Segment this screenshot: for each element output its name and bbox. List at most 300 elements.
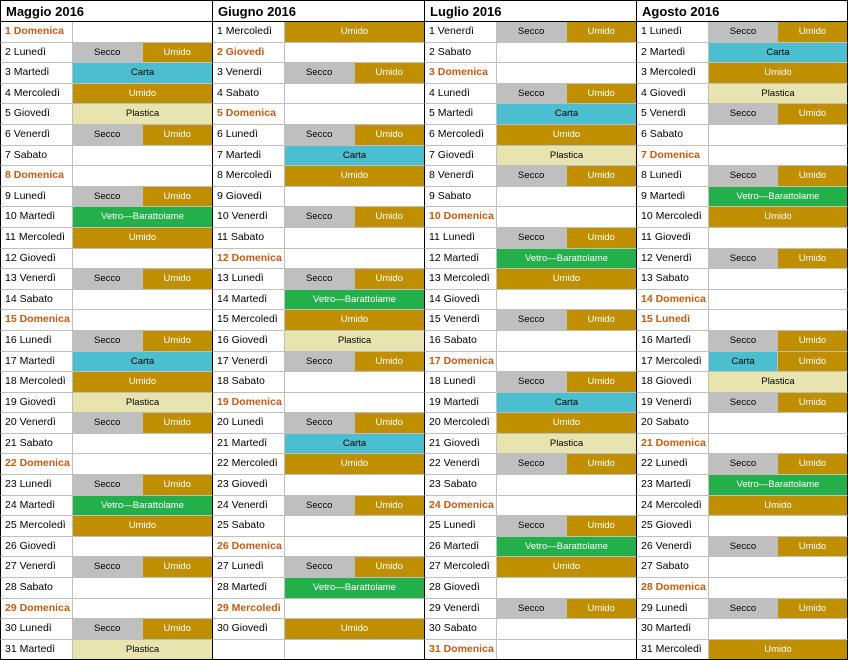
day-row bbox=[212, 43, 424, 64]
collection-cell-secco: Secco bbox=[709, 599, 778, 619]
collection-cells bbox=[497, 63, 636, 83]
day-label: 16 Sabato bbox=[425, 331, 497, 351]
day-label: 12 Venerdì bbox=[637, 249, 709, 269]
day-row bbox=[636, 372, 848, 393]
day-label: 11 Lunedì bbox=[425, 228, 497, 248]
day-label: 19 Giovedì bbox=[1, 393, 73, 413]
collection-cells bbox=[285, 516, 424, 536]
day-row bbox=[424, 413, 636, 434]
collection-cell-empty bbox=[497, 352, 636, 372]
collection-cells bbox=[73, 619, 212, 639]
day-label: 7 Giovedì bbox=[425, 146, 497, 166]
collection-cell-plastica: Plastica bbox=[73, 640, 212, 660]
collection-cells bbox=[497, 434, 636, 454]
day-label: 25 Mercoledì bbox=[1, 516, 73, 536]
day-label: 29 Lunedì bbox=[637, 599, 709, 619]
day-row bbox=[424, 331, 636, 352]
collection-cell-vetro: Vetro—Barattolame bbox=[285, 290, 424, 310]
day-label: 4 Mercoledì bbox=[1, 84, 73, 104]
collection-cell-umido: Umido bbox=[73, 372, 212, 392]
collection-cells bbox=[497, 599, 636, 619]
collection-cells bbox=[497, 22, 636, 42]
collection-cell-umido: Umido bbox=[73, 516, 212, 536]
collection-cell-secco: Secco bbox=[709, 104, 778, 124]
day-label: 2 Sabato bbox=[425, 43, 497, 63]
day-row bbox=[212, 619, 424, 640]
day-row bbox=[0, 310, 212, 331]
collection-cell-umido: Umido bbox=[778, 104, 847, 124]
collection-cell-empty bbox=[285, 516, 424, 536]
day-row bbox=[424, 557, 636, 578]
collection-cell-umido: Umido bbox=[355, 269, 425, 289]
day-row bbox=[636, 619, 848, 640]
day-label: 8 Mercoledì bbox=[213, 166, 285, 186]
collection-cell-empty bbox=[73, 599, 212, 619]
collection-cells bbox=[497, 352, 636, 372]
collection-cell-secco: Secco bbox=[709, 166, 778, 186]
collection-cell-umido: Umido bbox=[143, 413, 213, 433]
day-label: 25 Sabato bbox=[213, 516, 285, 536]
collection-cell-plastica: Plastica bbox=[73, 393, 212, 413]
collection-cell-plastica: Plastica bbox=[709, 84, 847, 104]
day-label: 16 Lunedì bbox=[1, 331, 73, 351]
day-row bbox=[0, 372, 212, 393]
day-row bbox=[424, 619, 636, 640]
collection-cells bbox=[497, 310, 636, 330]
collection-cell-umido: Umido bbox=[778, 331, 847, 351]
day-row bbox=[424, 372, 636, 393]
day-label: 9 Sabato bbox=[425, 187, 497, 207]
collection-cell-secco: Secco bbox=[497, 84, 567, 104]
collection-cell-vetro: Vetro—Barattolame bbox=[73, 496, 212, 516]
day-label: 25 Giovedì bbox=[637, 516, 709, 536]
day-label: 20 Venerdì bbox=[1, 413, 73, 433]
collection-cells bbox=[497, 43, 636, 63]
day-row bbox=[636, 557, 848, 578]
day-label: 20 Lunedì bbox=[213, 413, 285, 433]
day-label: 3 Domenica bbox=[425, 63, 497, 83]
collection-cell-empty bbox=[285, 393, 424, 413]
collection-cell-secco: Secco bbox=[285, 352, 355, 372]
collection-cells bbox=[497, 166, 636, 186]
collection-cell-umido: Umido bbox=[73, 84, 212, 104]
day-row bbox=[424, 63, 636, 84]
day-label: 20 Sabato bbox=[637, 413, 709, 433]
day-row bbox=[636, 516, 848, 537]
day-label: 26 Giovedì bbox=[1, 537, 73, 557]
day-row bbox=[212, 166, 424, 187]
collection-cells bbox=[285, 640, 424, 660]
day-row bbox=[212, 372, 424, 393]
day-label: 29 Venerdì bbox=[425, 599, 497, 619]
day-label: 15 Venerdì bbox=[425, 310, 497, 330]
day-label: 5 Domenica bbox=[213, 104, 285, 124]
collection-cells bbox=[709, 310, 847, 330]
day-label: 1 Venerdì bbox=[425, 22, 497, 42]
collection-cells bbox=[497, 413, 636, 433]
collection-cells bbox=[73, 63, 212, 83]
collection-cells bbox=[285, 249, 424, 269]
day-row bbox=[424, 393, 636, 414]
collection-cells bbox=[73, 331, 212, 351]
collection-cell-umido: Umido bbox=[355, 352, 425, 372]
day-label: 11 Mercoledì bbox=[1, 228, 73, 248]
collection-cells bbox=[497, 187, 636, 207]
day-row bbox=[0, 146, 212, 167]
collection-cell-secco: Secco bbox=[285, 269, 355, 289]
collection-cell-umido: Umido bbox=[73, 228, 212, 248]
collection-cell-umido: Umido bbox=[778, 599, 847, 619]
day-row bbox=[636, 125, 848, 146]
day-row bbox=[0, 104, 212, 125]
day-label: 4 Sabato bbox=[213, 84, 285, 104]
collection-cells bbox=[73, 599, 212, 619]
day-label: 2 Martedì bbox=[637, 43, 709, 63]
day-label: 17 Mercoledì bbox=[637, 352, 709, 372]
day-row bbox=[0, 537, 212, 558]
collection-cell-empty bbox=[497, 207, 636, 227]
day-label: 28 Domenica bbox=[637, 578, 709, 598]
day-label: 29 Mercoledì bbox=[213, 599, 285, 619]
collection-cell-umido: Umido bbox=[567, 22, 637, 42]
day-label: 22 Lunedì bbox=[637, 454, 709, 474]
collection-cell-empty bbox=[285, 84, 424, 104]
collection-cell-vetro: Vetro—Barattolame bbox=[497, 249, 636, 269]
collection-cells bbox=[285, 22, 424, 42]
collection-cells bbox=[285, 578, 424, 598]
collection-cell-carta: Carta bbox=[497, 104, 636, 124]
collection-cell-umido: Umido bbox=[355, 63, 425, 83]
collection-cells bbox=[497, 496, 636, 516]
day-row bbox=[0, 352, 212, 373]
day-row bbox=[0, 454, 212, 475]
day-label: 17 Domenica bbox=[425, 352, 497, 372]
collection-cells bbox=[709, 187, 847, 207]
collection-cell-secco: Secco bbox=[285, 496, 355, 516]
collection-cells bbox=[73, 454, 212, 474]
day-row bbox=[212, 228, 424, 249]
collection-cell-umido: Umido bbox=[355, 207, 425, 227]
collection-cell-plastica: Plastica bbox=[497, 434, 636, 454]
collection-cells bbox=[709, 352, 847, 372]
day-row bbox=[212, 434, 424, 455]
collection-cells bbox=[285, 125, 424, 145]
collection-cells bbox=[285, 372, 424, 392]
collection-cells bbox=[709, 599, 847, 619]
collection-cell-secco: Secco bbox=[497, 372, 567, 392]
collection-cells bbox=[497, 578, 636, 598]
month-column bbox=[0, 0, 212, 660]
day-row bbox=[0, 434, 212, 455]
collection-cells bbox=[497, 640, 636, 660]
collection-cell-empty bbox=[709, 434, 847, 454]
collection-cell-secco: Secco bbox=[73, 331, 143, 351]
day-label: 6 Lunedì bbox=[213, 125, 285, 145]
collection-cells bbox=[497, 269, 636, 289]
collection-cells bbox=[285, 187, 424, 207]
day-row bbox=[636, 22, 848, 43]
day-label: 16 Martedì bbox=[637, 331, 709, 351]
day-row bbox=[0, 578, 212, 599]
collection-cell-plastica: Plastica bbox=[497, 146, 636, 166]
collection-cell-empty bbox=[73, 310, 212, 330]
collection-cells bbox=[497, 146, 636, 166]
month-title: Luglio 2016 bbox=[424, 0, 636, 22]
collection-cells bbox=[73, 84, 212, 104]
day-label: 21 Sabato bbox=[1, 434, 73, 454]
collection-cells bbox=[709, 516, 847, 536]
collection-cells bbox=[73, 516, 212, 536]
day-row bbox=[636, 578, 848, 599]
collection-cell-empty bbox=[285, 599, 424, 619]
collection-cells bbox=[285, 537, 424, 557]
day-label: 21 Giovedì bbox=[425, 434, 497, 454]
day-row bbox=[424, 516, 636, 537]
collection-cell-vetro: Vetro—Barattolame bbox=[497, 537, 636, 557]
collection-cell-empty bbox=[709, 310, 847, 330]
collection-cell-vetro: Vetro—Barattolame bbox=[73, 207, 212, 227]
day-row bbox=[212, 331, 424, 352]
day-row bbox=[636, 599, 848, 620]
day-row bbox=[212, 125, 424, 146]
collection-cell-secco: Secco bbox=[73, 413, 143, 433]
month-title: Giugno 2016 bbox=[212, 0, 424, 22]
day-row bbox=[636, 310, 848, 331]
collection-cells bbox=[497, 393, 636, 413]
collection-cell-empty bbox=[73, 454, 212, 474]
day-row bbox=[212, 413, 424, 434]
collection-cells bbox=[285, 434, 424, 454]
collection-cell-empty bbox=[709, 516, 847, 536]
collection-cells bbox=[709, 146, 847, 166]
day-label: 15 Mercoledì bbox=[213, 310, 285, 330]
collection-cell-umido: Umido bbox=[143, 475, 213, 495]
day-row bbox=[424, 310, 636, 331]
day-label: 19 Martedì bbox=[425, 393, 497, 413]
day-label: 31 Mercoledì bbox=[637, 640, 709, 660]
day-label: 13 Mercoledì bbox=[425, 269, 497, 289]
collection-cell-empty bbox=[497, 187, 636, 207]
collection-cell-vetro: Vetro—Barattolame bbox=[709, 187, 847, 207]
day-label: 14 Sabato bbox=[1, 290, 73, 310]
day-label: 17 Venerdì bbox=[213, 352, 285, 372]
collection-cell-umido: Umido bbox=[778, 454, 847, 474]
day-row bbox=[212, 557, 424, 578]
day-row bbox=[636, 413, 848, 434]
day-label: 10 Martedì bbox=[1, 207, 73, 227]
day-label: 10 Mercoledì bbox=[637, 207, 709, 227]
day-row bbox=[424, 352, 636, 373]
day-label: 24 Mercoledì bbox=[637, 496, 709, 516]
collection-cell-secco: Secco bbox=[709, 393, 778, 413]
day-row bbox=[636, 393, 848, 414]
day-label: 11 Sabato bbox=[213, 228, 285, 248]
collection-cell-carta: Carta bbox=[709, 43, 847, 63]
collection-cells bbox=[285, 475, 424, 495]
day-row bbox=[424, 578, 636, 599]
collection-cell-empty bbox=[497, 290, 636, 310]
day-row bbox=[212, 516, 424, 537]
collection-cells bbox=[497, 475, 636, 495]
day-label: 16 Giovedì bbox=[213, 331, 285, 351]
day-label: 18 Giovedì bbox=[637, 372, 709, 392]
collection-cells bbox=[73, 372, 212, 392]
day-row bbox=[212, 84, 424, 105]
collection-cell-secco: Secco bbox=[73, 475, 143, 495]
day-row bbox=[424, 84, 636, 105]
day-label: 22 Domenica bbox=[1, 454, 73, 474]
day-row bbox=[0, 516, 212, 537]
collection-cells bbox=[497, 207, 636, 227]
day-label: 12 Domenica bbox=[213, 249, 285, 269]
collection-cell-umido: Umido bbox=[355, 413, 425, 433]
day-label: 7 Martedì bbox=[213, 146, 285, 166]
day-row bbox=[0, 228, 212, 249]
collection-cell-secco: Secco bbox=[73, 619, 143, 639]
day-row bbox=[0, 331, 212, 352]
collection-cell-empty bbox=[709, 269, 847, 289]
day-row bbox=[424, 249, 636, 270]
collection-cells bbox=[73, 413, 212, 433]
collection-cells bbox=[497, 454, 636, 474]
collection-cell-umido: Umido bbox=[143, 43, 213, 63]
collection-cell-secco: Secco bbox=[285, 125, 355, 145]
collection-cell-umido: Umido bbox=[143, 619, 213, 639]
collection-cell-vetro: Vetro—Barattolame bbox=[709, 475, 847, 495]
day-label: 31 Martedì bbox=[1, 640, 73, 660]
collection-cells bbox=[497, 249, 636, 269]
collection-cell-empty bbox=[285, 475, 424, 495]
collection-cells bbox=[709, 104, 847, 124]
collection-cell-secco: Secco bbox=[285, 207, 355, 227]
collection-cell-empty bbox=[497, 43, 636, 63]
day-label: 13 Sabato bbox=[637, 269, 709, 289]
collection-cells bbox=[285, 207, 424, 227]
collection-cell-secco: Secco bbox=[709, 454, 778, 474]
collection-cell-umido: Umido bbox=[567, 372, 637, 392]
day-label: 26 Martedì bbox=[425, 537, 497, 557]
collection-cells bbox=[73, 125, 212, 145]
collection-cell-empty bbox=[285, 537, 424, 557]
day-label: 18 Sabato bbox=[213, 372, 285, 392]
collection-cells bbox=[285, 269, 424, 289]
collection-cell-plastica: Plastica bbox=[285, 331, 424, 351]
collection-cells bbox=[73, 187, 212, 207]
day-row bbox=[212, 310, 424, 331]
collection-cell-empty bbox=[285, 372, 424, 392]
collection-cell-secco: Secco bbox=[285, 557, 355, 577]
collection-cell-secco: Secco bbox=[497, 599, 567, 619]
day-label: 9 Lunedì bbox=[1, 187, 73, 207]
day-row bbox=[636, 269, 848, 290]
collection-cell-empty bbox=[709, 290, 847, 310]
collection-cells bbox=[285, 63, 424, 83]
day-row bbox=[212, 22, 424, 43]
collection-cell-secco: Secco bbox=[285, 63, 355, 83]
collection-cells bbox=[73, 496, 212, 516]
collection-cells bbox=[709, 557, 847, 577]
collection-cell-umido: Umido bbox=[778, 166, 847, 186]
day-label: 3 Martedì bbox=[1, 63, 73, 83]
day-row bbox=[424, 187, 636, 208]
day-label: 9 Giovedì bbox=[213, 187, 285, 207]
day-label: 24 Venerdì bbox=[213, 496, 285, 516]
collection-cell-umido: Umido bbox=[355, 496, 425, 516]
collection-cell-secco: Secco bbox=[73, 269, 143, 289]
collection-cells bbox=[709, 207, 847, 227]
day-label: 14 Domenica bbox=[637, 290, 709, 310]
collection-cell-carta: Carta bbox=[285, 434, 424, 454]
day-row bbox=[424, 640, 636, 660]
day-label: 10 Domenica bbox=[425, 207, 497, 227]
collection-cells bbox=[709, 63, 847, 83]
day-label: 8 Lunedì bbox=[637, 166, 709, 186]
collection-cell-empty bbox=[285, 104, 424, 124]
collection-cell-umido: Umido bbox=[143, 557, 213, 577]
collection-cells bbox=[709, 640, 847, 660]
collection-cell-empty bbox=[497, 331, 636, 351]
collection-cell-secco: Secco bbox=[497, 22, 567, 42]
day-row bbox=[424, 537, 636, 558]
day-label: 27 Venerdì bbox=[1, 557, 73, 577]
day-label: 21 Martedì bbox=[213, 434, 285, 454]
collection-cell-secco: Secco bbox=[497, 454, 567, 474]
collection-cells bbox=[73, 475, 212, 495]
day-row bbox=[636, 352, 848, 373]
collection-cell-empty bbox=[709, 125, 847, 145]
day-label: 22 Venerdì bbox=[425, 454, 497, 474]
day-label: 9 Martedì bbox=[637, 187, 709, 207]
collection-cells bbox=[73, 557, 212, 577]
day-label: 21 Domenica bbox=[637, 434, 709, 454]
collection-cell-umido: Umido bbox=[355, 557, 425, 577]
day-label: 12 Martedì bbox=[425, 249, 497, 269]
collection-cell-empty bbox=[73, 22, 212, 42]
collection-cells bbox=[497, 104, 636, 124]
collection-cell-empty bbox=[73, 166, 212, 186]
collection-cell-umido: Umido bbox=[567, 516, 637, 536]
day-label: 23 Martedì bbox=[637, 475, 709, 495]
day-label: 8 Domenica bbox=[1, 166, 73, 186]
collection-cell-empty bbox=[497, 578, 636, 598]
day-row bbox=[0, 640, 212, 660]
collection-cell-secco: Secco bbox=[709, 249, 778, 269]
day-label: 5 Giovedì bbox=[1, 104, 73, 124]
collection-cell-empty bbox=[73, 434, 212, 454]
collection-cells bbox=[497, 290, 636, 310]
collection-cells bbox=[285, 146, 424, 166]
day-label: 30 Lunedì bbox=[1, 619, 73, 639]
collection-cell-secco: Secco bbox=[285, 413, 355, 433]
collection-cell-empty bbox=[73, 290, 212, 310]
collection-cell-carta: Carta bbox=[497, 393, 636, 413]
collection-cells bbox=[285, 454, 424, 474]
collection-cells bbox=[285, 413, 424, 433]
collection-cells bbox=[497, 372, 636, 392]
collection-cells bbox=[73, 434, 212, 454]
day-row bbox=[0, 187, 212, 208]
collection-cells bbox=[497, 228, 636, 248]
day-row bbox=[636, 331, 848, 352]
collection-cells bbox=[73, 290, 212, 310]
collection-cell-empty bbox=[73, 578, 212, 598]
collection-cells bbox=[73, 207, 212, 227]
collection-cells bbox=[497, 537, 636, 557]
collection-cell-carta: Carta bbox=[709, 352, 778, 372]
collection-cells bbox=[709, 496, 847, 516]
collection-cells bbox=[73, 537, 212, 557]
day-label: 15 Lunedì bbox=[637, 310, 709, 330]
